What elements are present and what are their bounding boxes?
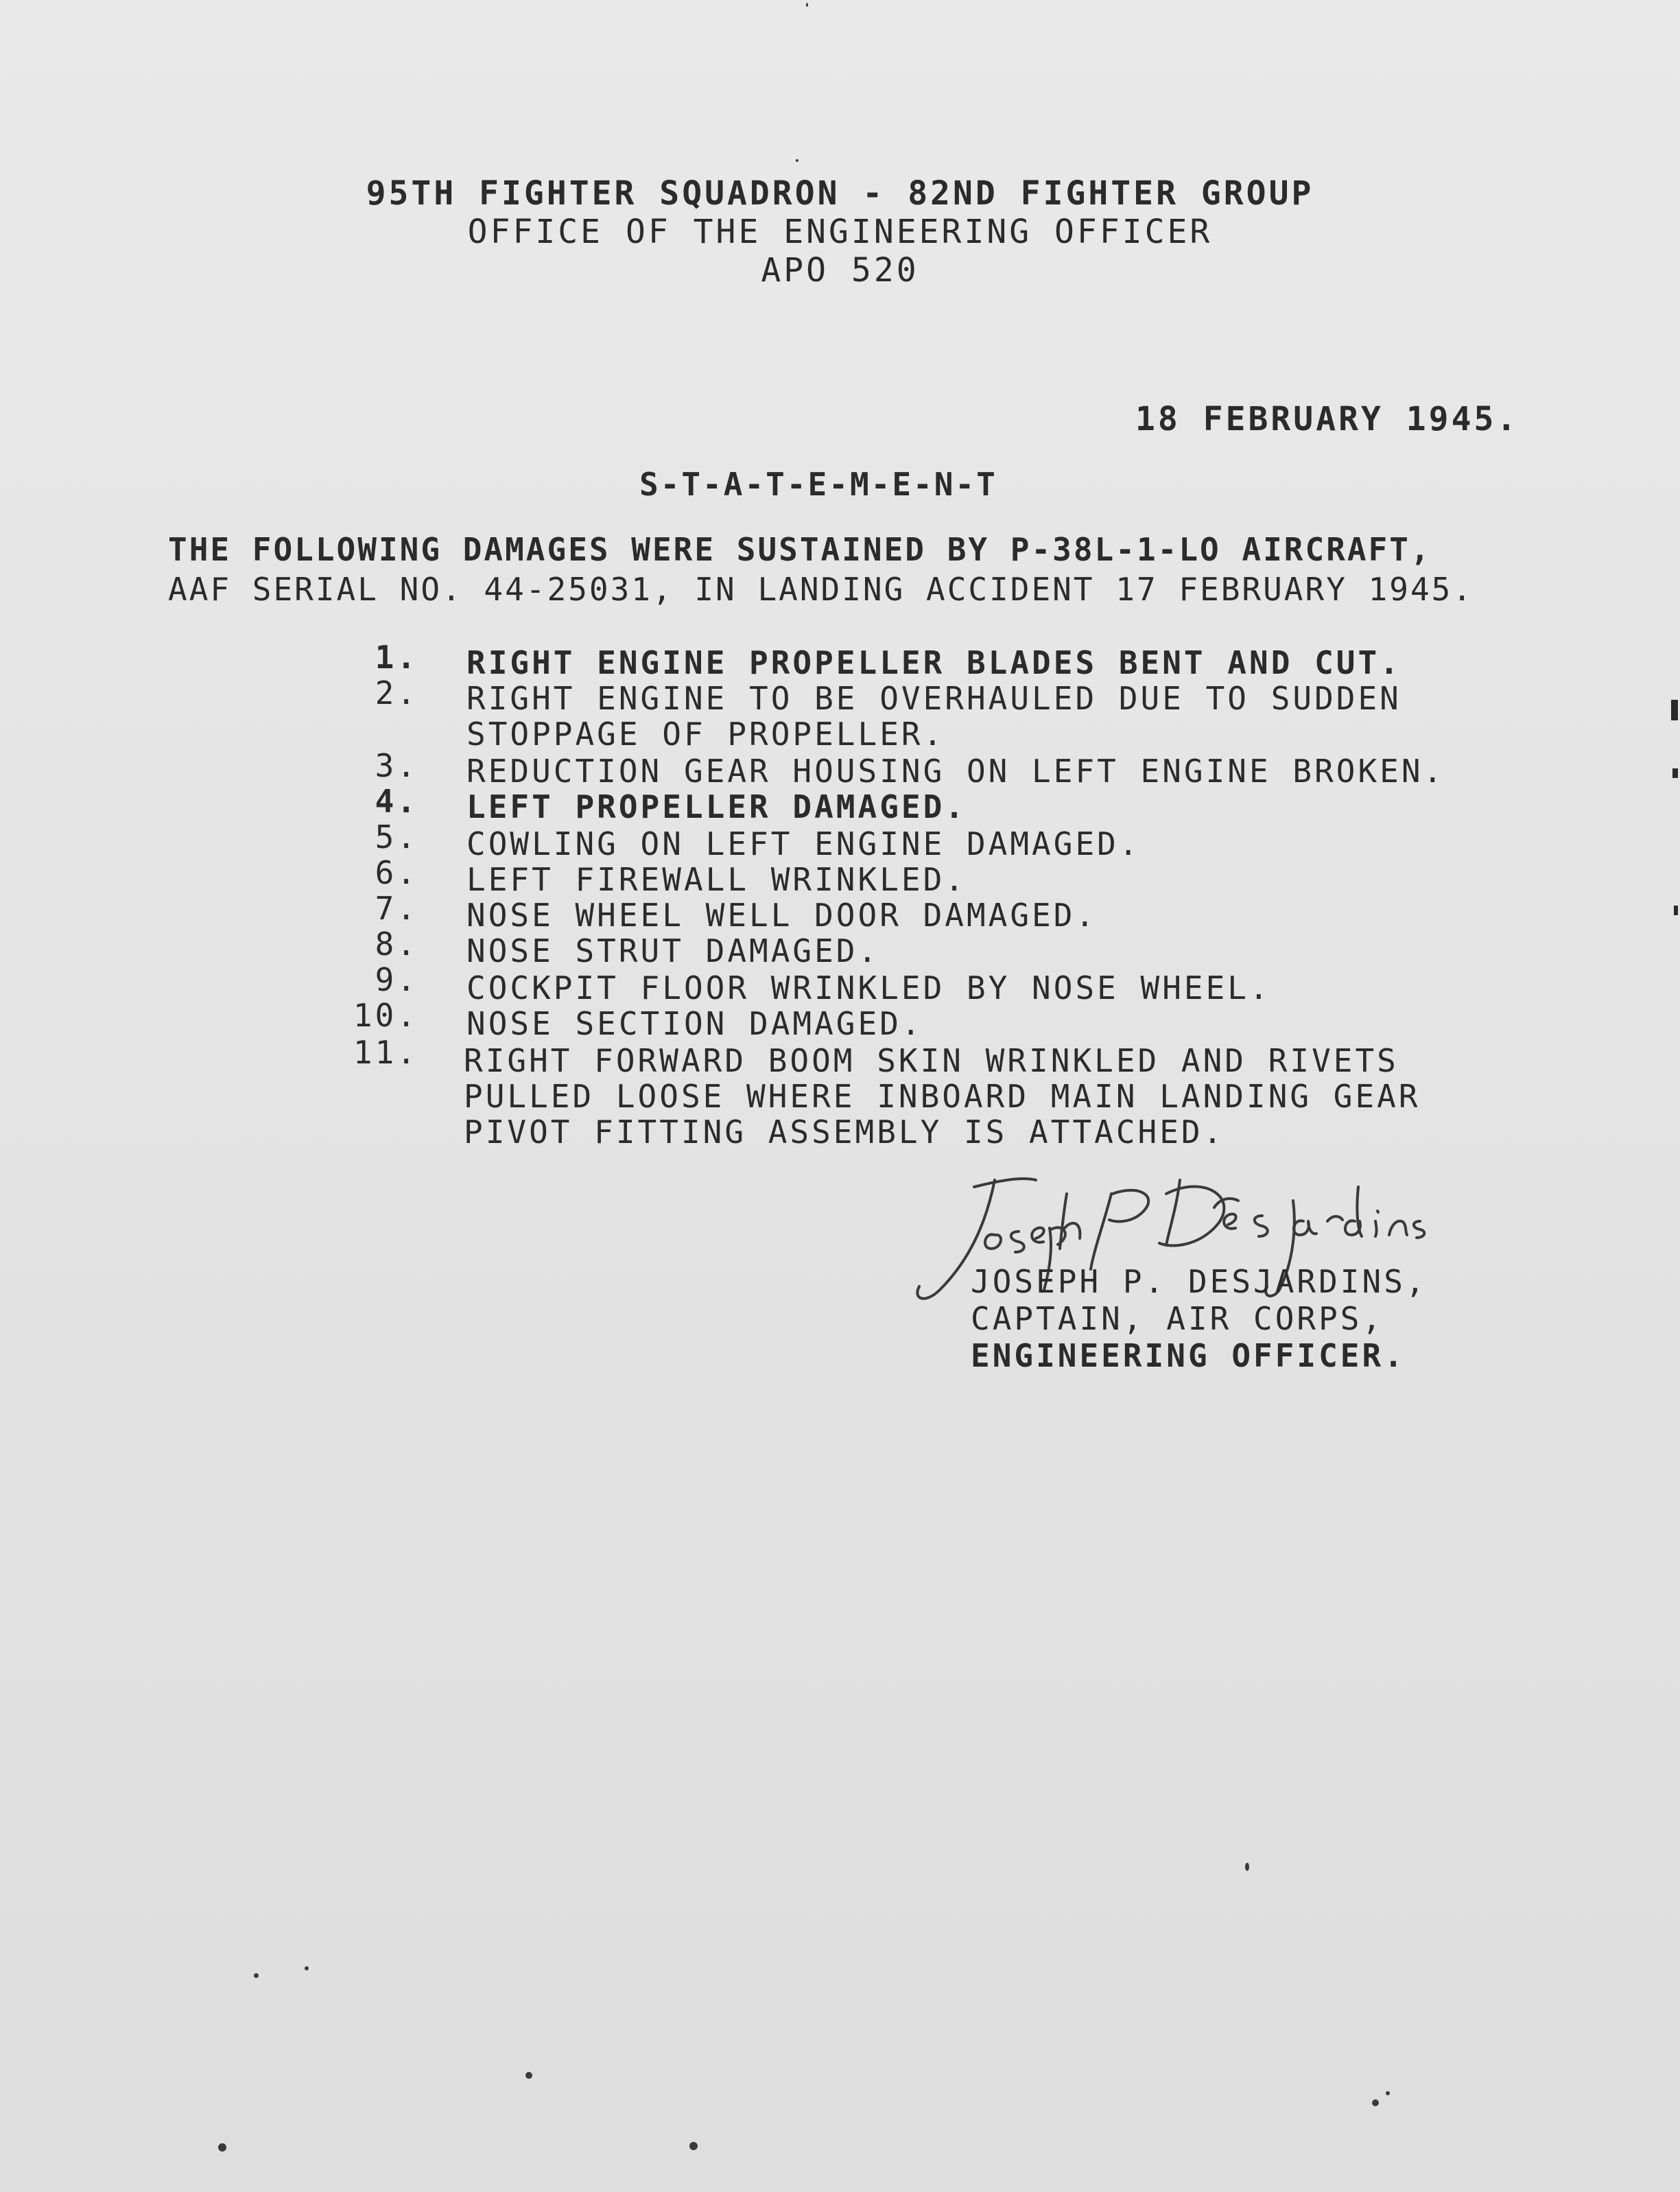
list-item-number: 6. xyxy=(375,854,418,891)
list-item-text: NOSE STRUT DAMAGED. xyxy=(466,932,880,969)
list-item-text: RIGHT ENGINE TO BE OVERHAULED DUE TO SUDDEN xyxy=(466,680,1401,717)
scan-speck xyxy=(1372,2099,1379,2106)
header-line-2: OFFICE OF THE ENGINEERING OFFICER xyxy=(467,213,1213,251)
list-item-text: COCKPIT FLOOR WRINKLED BY NOSE WHEEL. xyxy=(466,969,1271,1006)
scan-speck xyxy=(689,2142,698,2150)
list-item-number: 8. xyxy=(375,926,418,963)
list-item-text: COWLING ON LEFT ENGINE DAMAGED. xyxy=(466,825,1141,862)
scan-speck xyxy=(525,2072,532,2079)
list-item-text: LEFT FIREWALL WRINKLED. xyxy=(466,861,967,898)
list-item-text: RIGHT ENGINE PROPELLER BLADES BENT AND CUT. xyxy=(466,644,1401,681)
list-item-number: 5. xyxy=(375,818,418,856)
list-item-text: NOSE SECTION DAMAGED. xyxy=(466,1005,923,1042)
edge-mark xyxy=(1671,700,1678,720)
list-item-number: 3. xyxy=(375,747,418,784)
list-item-text-continued: PULLED LOOSE WHERE INBOARD MAIN LANDING GEAR xyxy=(464,1078,1421,1115)
signatory-role: ENGINEERING OFFICER. xyxy=(971,1337,1406,1374)
document-title: S-T-A-T-E-M-E-N-T xyxy=(639,466,997,503)
scan-speck xyxy=(218,2143,226,2152)
list-item-text: NOSE WHEEL WELL DOOR DAMAGED. xyxy=(466,897,1098,934)
intro-line-1: THE FOLLOWING DAMAGES WERE SUSTAINED BY P-38L-1-LO AIRCRAFT, xyxy=(168,531,1432,568)
edge-mark xyxy=(1674,906,1678,915)
intro-line-2: AAF SERIAL NO. 44-25031, IN LANDING ACCIDENT 17 FEBRUARY 1945. xyxy=(168,571,1474,608)
scan-speck xyxy=(305,1966,309,1970)
list-item-text-continued: STOPPAGE OF PROPELLER. xyxy=(466,716,945,753)
header-line-3: APO 520 xyxy=(761,251,919,290)
edge-mark xyxy=(1672,768,1678,778)
scan-speck xyxy=(796,159,798,162)
list-item-text: REDUCTION GEAR HOUSING ON LEFT ENGINE BROKEN. xyxy=(466,753,1445,790)
list-item-number: 11. xyxy=(353,1034,418,1071)
document-date: 18 FEBRUARY 1945. xyxy=(1135,400,1519,438)
header-line-1: 95TH FIGHTER SQUADRON - 82ND FIGHTER GROUP xyxy=(366,174,1314,213)
signatory-rank: CAPTAIN, AIR CORPS, xyxy=(971,1300,1384,1337)
scan-speck xyxy=(254,1973,259,1978)
scan-speck xyxy=(806,3,808,7)
scan-speck xyxy=(1386,2091,1390,2095)
list-item-number: 4. xyxy=(375,783,418,820)
list-item-number: 2. xyxy=(375,674,418,711)
list-item-number: 1. xyxy=(375,639,418,676)
list-item-number: 10. xyxy=(353,997,418,1034)
signatory-name: JOSEPH P. DESJARDINS, xyxy=(971,1263,1428,1300)
list-item-number: 7. xyxy=(375,890,418,927)
list-item-text: RIGHT FORWARD BOOM SKIN WRINKLED AND RIVETS xyxy=(464,1042,1399,1079)
scan-speck xyxy=(1245,1863,1249,1871)
list-item-text-continued: PIVOT FITTING ASSEMBLY IS ATTACHED. xyxy=(464,1113,1225,1151)
list-item-number: 9. xyxy=(375,961,418,998)
list-item-text: LEFT PROPELLER DAMAGED. xyxy=(466,788,967,825)
